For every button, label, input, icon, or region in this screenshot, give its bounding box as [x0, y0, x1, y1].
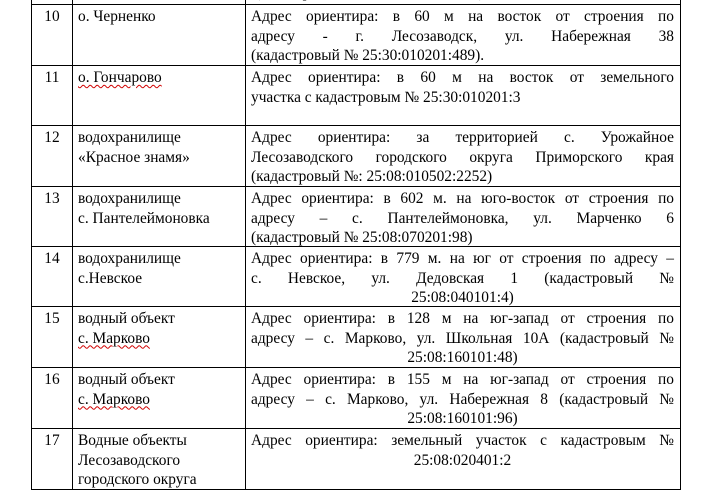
- row-number: 12: [44, 129, 60, 146]
- address-cell: Адрес ориентира: в 60 м на восток от строения по адресу - г. Лесозаводск, ул. Набережная 38 (кадастровый № 25:30:010201:489).: [251, 8, 674, 64]
- row-number: 14: [44, 250, 60, 267]
- water-body-name: о. Гончарово: [78, 69, 162, 86]
- water-body-name: водохранилище с. Пантелеймоновка: [78, 190, 210, 227]
- address-cell: Адрес ориентира: за территорией с. Урожайное Лесозаводского городского округа Приморского края (кадастровый №: 25:08:010502:2252): [251, 129, 674, 185]
- address-cell: Адрес ориентира: в 128 м на юг-запад от строения по адресу – с. Марково, ул. Школьная 10А (кадастровый № 25:08:160101:48): [251, 310, 674, 366]
- address-cell: Адрес ориентира: в 60 м на восток от земельного участка с кадастровым № 25:30:010201:3: [251, 69, 674, 106]
- row-number: 17: [44, 432, 60, 449]
- water-body-name: Водные объекты Лесозаводского городского округа: [78, 432, 197, 488]
- row-number: 16: [44, 371, 60, 388]
- water-body-name: водохранилище с.Невское: [78, 250, 181, 287]
- address-cell: Адрес ориентира: в 155 м на юг-запад от строения по адресу – с. Марково, ул. Набережная 8 (кадастровый № 25:08:160101:96): [251, 371, 674, 427]
- water-body-name: водный объект с. Марково: [78, 310, 175, 347]
- row-number: 15: [44, 310, 60, 327]
- address-cell: Адрес ориентира: в 779 м. на юг от строения по адресу – с. Невское, ул. Дедовская 1 (кадастровый № 25:08:040101:4): [251, 250, 674, 306]
- row-number: 11: [44, 69, 60, 86]
- water-body-name: водный объект с. Марково: [78, 371, 175, 408]
- water-body-name: о. Черненко: [78, 8, 156, 25]
- address-cell: Адрес ориентира: в 602 м. на юго-восток от строения по адресу – с. Пантелеймоновка, ул. Марченко 6 (кадастровый № 25:08:070201:98): [251, 190, 674, 246]
- row-number: 13: [44, 190, 60, 207]
- water-body-name: водохранилище «Красное знамя»: [78, 129, 190, 166]
- address-cell: Адрес ориентира: земельный участок с кадастровым № 25:08:020401:2: [251, 432, 674, 469]
- row-number: 10: [44, 8, 60, 25]
